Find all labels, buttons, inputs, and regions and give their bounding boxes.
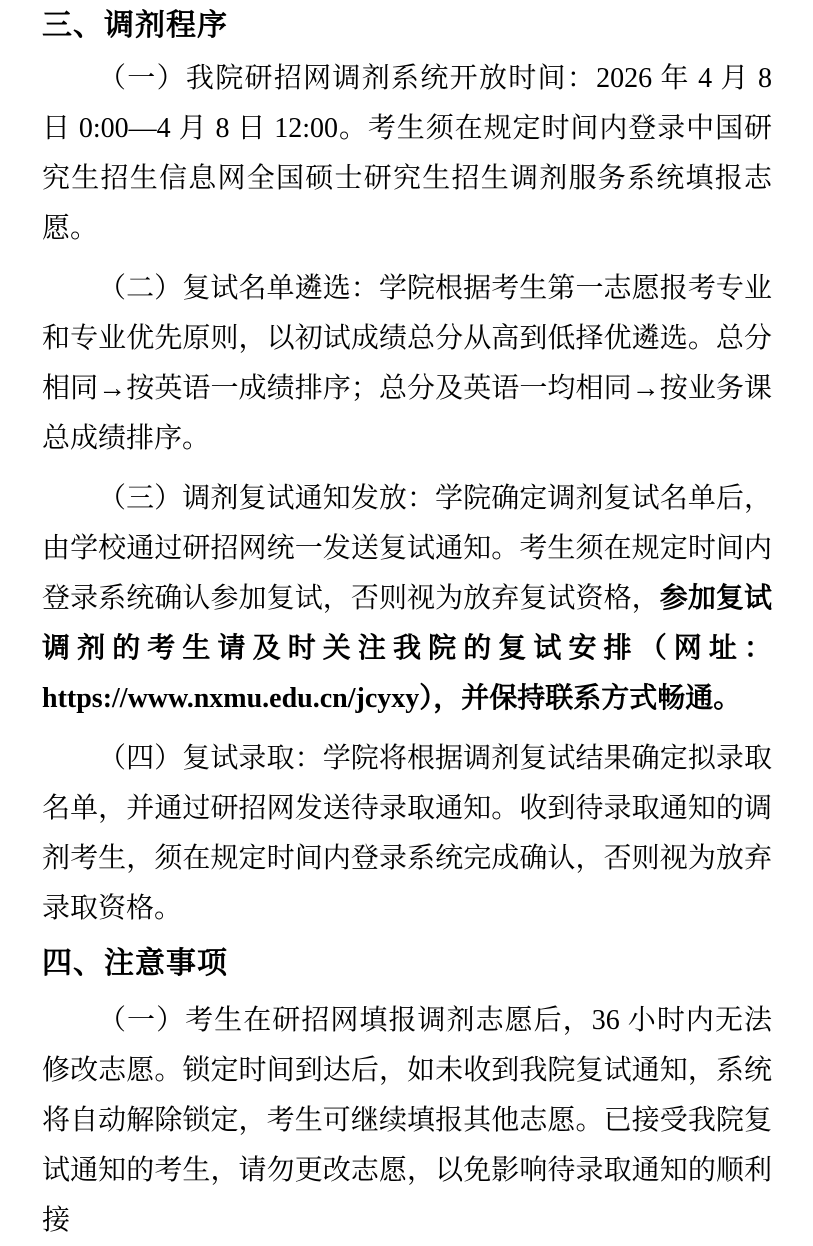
paragraph-shortlist-selection: （二）复试名单遴选：学院根据考生第一志愿报考专业和专业优先原则，以初试成绩总分从高到低择优遴选。总分相同→按英语一成绩排序；总分及英语一均相同→按业务课总成绩排序。 [42,273,772,454]
paragraph-retest-notification-bold-text: 参加复试调剂的考生请及时关注我院的复试安排（网址：https://www.nxmu.edu.cn/jcyxy），并保持联系方式畅通。 [42,583,772,714]
paragraph-volunteer-lock-rules: （一）考生在研招网填报调剂志愿后，36 小时内无法修改志愿。锁定时间到达后，如未收到我院复试通知，系统将自动解除锁定，考生可继续填报其他志愿。已接受我院复试通知的考生，请勿更改志愿，以免影响待录取通知的顺利接 [42,1005,772,1236]
paragraph-retest-notification [42,474,772,724]
section-heading-notes: 四、注意事项 [42,947,228,980]
paragraph-system-open-time: （一）我院研招网调剂系统开放时间：2026 年 4 月 8 日 0:00—4 月 8 日 12:00。考生须在规定时间内登录中国研究生招生信息网全国硕士研究生招生调剂服务系统填报志愿。 [42,63,772,244]
paragraph-admission-confirmation: （四）复试录取：学院将根据调剂复试结果确定拟录取名单，并通过研招网发送待录取通知。收到待录取通知的调剂考生，须在规定时间内登录系统完成确认，否则视为放弃录取资格。 [42,743,772,924]
section-heading-transfer-procedure: 三、调剂程序 [42,9,228,42]
paragraph-retest-notification-normal-text: （三）调剂复试通知发放：学院确定调剂复试名单后，由学校通过研招网统一发送复试通知。考生须在规定时间内登录系统确认参加复试，否则视为放弃复试资格， [42,483,772,614]
